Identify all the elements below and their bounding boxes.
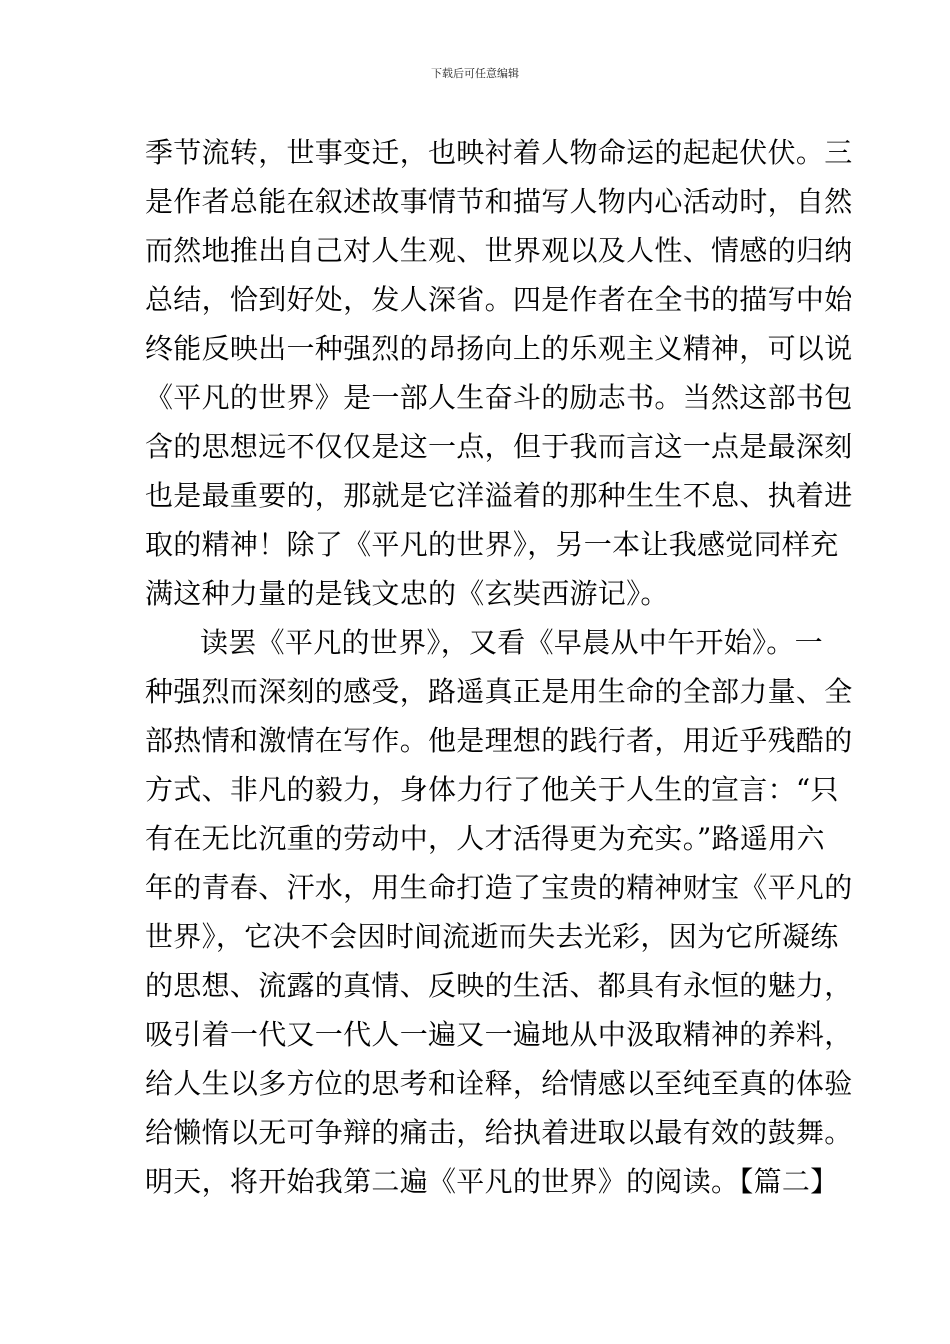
text-line: 而然地推出自己对人生观、世界观以及人性、情感的归纳 [145, 234, 853, 267]
page-header: 下载后可任意编辑 [431, 67, 519, 80]
text-line: 满这种力量的是钱文忠的《玄奘西游记》。 [145, 577, 669, 610]
text-line: 种强烈而深刻的感受，路遥真正是用生命的全部力量、全 [145, 675, 853, 708]
text-line: 取的精神！除了《平凡的世界》，另一本让我感觉同样充 [145, 528, 839, 561]
text-line: 部热情和激情在写作。他是理想的践行者，用近乎残酷的 [145, 724, 853, 757]
paragraph-first-line: 读罢《平凡的世界》，又看《早晨从中午开始》。一 [200, 626, 823, 659]
text-line: 含的思想远不仅仅是这一点，但于我而言这一点是最深刻 [145, 430, 853, 463]
text-line: 季节流转，世事变迁，也映衬着人物命运的起起伏伏。三 [145, 136, 853, 169]
text-line: 有在无比沉重的劳动中，人才活得更为充实。”路遥用六 [145, 822, 825, 855]
text-line: 明天，将开始我第二遍《平凡的世界》的阅读。【篇二】 [145, 1165, 839, 1198]
document-body [145, 128, 853, 1206]
text-line: 的思想、流露的真情、反映的生活、都具有永恒的魅力， [145, 969, 853, 1002]
text-line: 世界》，它决不会因时间流逝而失去光彩，因为它所凝练 [145, 920, 839, 953]
text-line: 也是最重要的，那就是它洋溢着的那种生生不息、执着进 [145, 479, 853, 512]
text-line: 总结，恰到好处，发人深省。四是作者在全书的描写中始 [145, 283, 853, 316]
text-line: 《平凡的世界》是一部人生奋斗的励志书。当然这部书包 [145, 381, 853, 414]
text-line: 终能反映出一种强烈的昂扬向上的乐观主义精神，可以说 [145, 332, 853, 365]
text-line: 年的青春、汗水，用生命打造了宝贵的精神财宝《平凡的 [145, 871, 853, 904]
text-line: 是作者总能在叙述故事情节和描写人物内心活动时，自然 [145, 185, 853, 218]
text-line: 吸引着一代又一代人一遍又一遍地从中汲取精神的养料， [145, 1018, 853, 1051]
text-line: 给懒惰以无可争辩的痛击，给执着进取以最有效的鼓舞。 [145, 1116, 853, 1149]
text-line: 方式、非凡的毅力，身体力行了他关于人生的宣言：“只 [145, 773, 839, 806]
text-line: 给人生以多方位的思考和诠释，给情感以至纯至真的体验 [145, 1067, 853, 1100]
